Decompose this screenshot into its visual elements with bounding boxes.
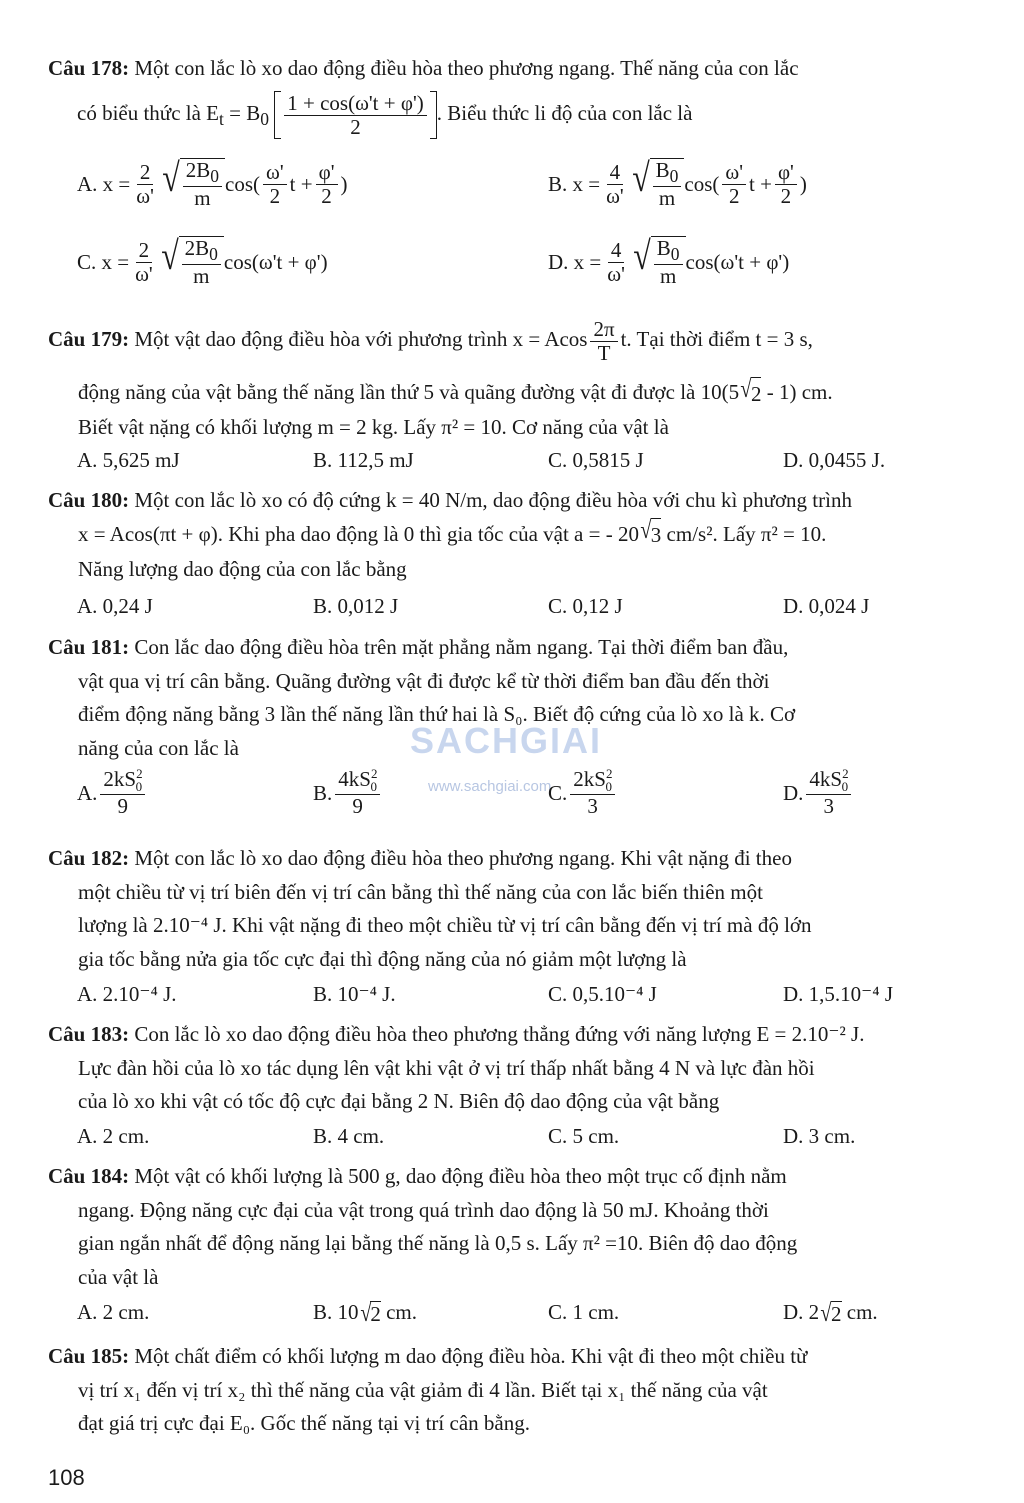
radical-sign: √ <box>633 233 651 278</box>
option-label: B. x = <box>548 171 601 196</box>
question-text: vị trí x₁ đến vị trí x₂ thì thế năng của vật giảm đi 4 lần. Biết tại x₁ thế năng của vật <box>78 1377 768 1402</box>
option-text: B. 10 <box>313 1300 359 1324</box>
option-a <box>77 155 348 211</box>
options-row <box>77 768 987 834</box>
option-label: A. x = <box>77 171 131 196</box>
formula-text: = B <box>223 101 261 125</box>
question-label: Câu 185: <box>48 1344 130 1368</box>
option-c <box>548 768 618 819</box>
question-text: của vật là <box>78 1264 159 1289</box>
option-b <box>313 768 383 819</box>
option-d: D. 0,024 J <box>783 594 870 618</box>
option-d: D. 3 cm. <box>783 1124 856 1148</box>
formula-text: cos(ω't + φ') <box>223 249 328 274</box>
question-183 <box>48 1018 988 1119</box>
question-185 <box>48 1340 988 1441</box>
option-c: C. 5 cm. <box>548 1124 620 1148</box>
square-root <box>630 155 685 211</box>
formula-text: có biểu thức là E <box>77 101 219 125</box>
numerator: 2 <box>137 161 154 185</box>
options-row <box>77 1300 987 1330</box>
question-178-formula <box>77 88 987 144</box>
question-182 <box>48 842 988 976</box>
question-text: - 1) cm. <box>761 380 833 404</box>
option-b: B. 112,5 mJ <box>313 448 414 472</box>
denominator: ω' <box>136 183 154 208</box>
superscript: 2 <box>605 766 613 781</box>
options-row <box>77 594 987 624</box>
option-b: B. 4 cm. <box>313 1124 385 1148</box>
left-bracket <box>274 91 281 139</box>
option-c: C. 0,5.10⁻⁴ J <box>548 982 657 1006</box>
option-b: B. 10⁻⁴ J. <box>313 982 396 1006</box>
denominator: 3 <box>823 794 835 819</box>
option-label: B. <box>313 780 333 805</box>
option-d <box>783 1300 878 1327</box>
option-d: D. 0,0455 J. <box>783 448 886 472</box>
numerator: φ' <box>316 161 338 185</box>
denominator: 2 <box>350 114 361 139</box>
numerator: 2B <box>184 236 210 260</box>
numerator: 1 + cos(ω't + φ') <box>284 92 427 116</box>
subscript: 0 <box>260 109 269 130</box>
question-text: vật qua vị trí cân bằng. Quãng đường vật đi được kể từ thời điểm ban đầu đến thời <box>78 668 770 693</box>
question-text: Một vật dao động điều hòa với phương trình x = Acos <box>134 327 588 351</box>
question-text: của lò xo khi vật có tốc độ cực đại bằng 2 N. Biên độ dao động của vật bằng <box>78 1089 720 1113</box>
formula-text: cos(ω't + φ') <box>685 249 790 274</box>
numerator: 4 <box>608 239 625 263</box>
question-label: Câu 184: <box>48 1164 130 1188</box>
superscript: 2 <box>842 766 849 781</box>
subscript: 0 <box>605 779 612 795</box>
question-text: cm/s². Lấy π² = 10. <box>661 521 827 546</box>
square-root <box>160 155 225 211</box>
subscript: 0 <box>135 779 143 795</box>
option-label: D. <box>783 780 804 805</box>
question-label: Câu 183: <box>48 1022 130 1046</box>
option-c <box>77 233 328 289</box>
option-a: A. 0,24 J <box>77 594 153 618</box>
page-number: 108 <box>48 1465 85 1490</box>
radical-sign: √ <box>740 375 752 403</box>
numerator: 4 <box>607 161 624 185</box>
radical-sign: √ <box>820 1300 832 1328</box>
radicand: 3 <box>651 518 662 553</box>
option-label: A. <box>77 780 98 805</box>
question-label: Câu 178: <box>48 56 130 80</box>
numerator: 2kS <box>573 767 606 791</box>
right-bracket <box>430 91 437 139</box>
question-label: Câu 179: <box>48 327 130 351</box>
question-text: ngang. Động năng cực đại của vật trong quá trình dao động là 50 mJ. Khoảng thời <box>78 1197 769 1222</box>
radical-sign: √ <box>359 1300 371 1328</box>
fraction <box>284 92 427 139</box>
question-text: Lực đàn hồi của lò xo tác dụng lên vật khi vật ở vị trí thấp nhất bằng 4 N và lực đàn hồi <box>78 1055 815 1080</box>
question-text: Con lắc dao động điều hòa trên mặt phẳng nằm ngang. Tại thời điểm ban đầu, <box>134 635 789 659</box>
denominator: 2 <box>321 183 332 208</box>
square-root <box>639 518 661 553</box>
question-text: Một vật có khối lượng là 500 g, dao động điều hòa theo một trục cố định nằm <box>134 1164 787 1188</box>
formula-text: cos( <box>684 171 720 196</box>
options-row <box>77 982 987 1012</box>
option-d <box>548 233 790 289</box>
option-text: cm. <box>380 1300 417 1324</box>
option-a: A. 2 cm. <box>77 1300 150 1324</box>
options-row <box>77 1124 987 1154</box>
fraction <box>133 161 157 208</box>
radicand: 2 <box>370 1302 381 1327</box>
numerator: 2 <box>136 239 153 263</box>
option-label: D. x = <box>548 249 602 274</box>
fraction <box>590 318 617 365</box>
subscript: 0 <box>210 166 220 187</box>
denominator: 2 <box>780 183 792 208</box>
radical-sign: √ <box>631 155 650 200</box>
formula-text: t + <box>289 171 313 196</box>
subscript: 0 <box>841 779 849 795</box>
option-b <box>313 1300 417 1327</box>
square-root <box>159 233 224 289</box>
denominator: 3 <box>587 794 598 819</box>
formula-text: ) <box>799 171 807 196</box>
formula-text: t + <box>749 171 772 196</box>
superscript: 2 <box>370 766 378 781</box>
question-179 <box>48 316 988 365</box>
numerator: ω' <box>722 161 746 185</box>
denominator: 2 <box>269 183 281 208</box>
question-text: lượng là 2.10⁻⁴ J. Khi vật nặng đi theo một chiều từ vị trí cân bằng đến vị trí mà độ lớn <box>78 913 812 937</box>
question-179-body <box>48 376 988 445</box>
question-text: điểm động năng bằng 3 lần thế năng lần thứ hai là S₀. Biết độ cứng của lò xo là k. Cơ <box>78 702 796 726</box>
option-a <box>77 768 148 819</box>
option-c: C. 1 cm. <box>548 1300 620 1324</box>
numerator: B <box>656 236 671 260</box>
radical-sign: √ <box>640 517 652 545</box>
question-text: một chiều từ vị trí biên đến vị trí cân bằng thì thế năng của con lắc biến thiên một <box>78 879 763 904</box>
option-a: A. 5,625 mJ <box>77 448 180 472</box>
numerator: φ' <box>775 161 797 185</box>
subscript: t <box>219 109 224 130</box>
option-label: C. x = <box>77 249 130 274</box>
formula-text: cos( <box>225 171 261 196</box>
numerator: ω' <box>263 161 287 185</box>
option-c: C. 0,5815 J <box>548 448 644 472</box>
numerator: 2B <box>185 158 211 182</box>
question-text: Một chất điểm có khối lượng m dao động điều hòa. Khi vật đi theo một chiều từ <box>134 1344 808 1368</box>
superscript: 2 <box>136 766 143 781</box>
question-text: Biết vật nặng có khối lượng m = 2 kg. Lấy π² = 10. Cơ năng của vật là <box>78 415 669 440</box>
denominator: T <box>597 340 611 365</box>
denominator: ω' <box>135 261 153 286</box>
question-label: Câu 182: <box>48 846 130 870</box>
option-text: cm. <box>841 1300 878 1324</box>
watermark-logo: SACHGIAI <box>410 720 603 761</box>
subscript: 0 <box>669 166 679 187</box>
option-a: A. 2 cm. <box>77 1124 150 1148</box>
radical-sign: √ <box>160 233 179 278</box>
question-text: năng của con lắc là <box>78 735 239 760</box>
denominator: m <box>194 186 211 211</box>
square-root <box>631 233 686 289</box>
numerator: 4kS <box>338 767 371 791</box>
radicand: 2 <box>751 377 762 412</box>
radicand: 2 <box>831 1302 842 1327</box>
question-text: Một con lắc lò xo có độ cứng k = 40 N/m, dao động điều hòa với chu kì phương trình <box>134 488 852 512</box>
numerator: B <box>655 158 670 182</box>
option-b <box>548 155 807 211</box>
denominator: m <box>659 264 677 289</box>
question-text: Một con lắc lò xo dao động điều hòa theo phương ngang. Thế năng của con lắc <box>134 56 799 80</box>
option-c: C. 0,12 J <box>548 594 623 618</box>
denominator: ω' <box>607 261 625 286</box>
option-b: B. 0,012 J <box>313 594 399 618</box>
option-label: C. <box>548 780 568 805</box>
numerator: 2π <box>590 318 617 342</box>
question-180 <box>48 484 988 586</box>
subscript: 0 <box>370 779 377 795</box>
options-row <box>77 448 987 478</box>
question-184 <box>48 1160 988 1294</box>
question-text: gian ngắn nhất để động năng lại bằng thế năng là 0,5 s. Lấy π² =10. Biên độ dao động <box>78 1231 798 1255</box>
question-text: x = Acos(πt + φ). Khi pha dao động là 0 thì gia tốc của vật a = - 20 <box>78 521 639 546</box>
question-label: Câu 181: <box>48 635 130 659</box>
question-text: động năng của vật bằng thế năng lần thứ 5 và quãng đường vật đi được là 10(5 <box>78 380 740 404</box>
denominator: 9 <box>117 794 129 819</box>
denominator: ω' <box>606 183 624 208</box>
denominator: 2 <box>728 183 740 208</box>
denominator: m <box>658 186 676 211</box>
denominator: m <box>193 264 210 289</box>
options-row <box>77 155 987 224</box>
numerator: 4kS <box>809 767 843 791</box>
radical-sign: √ <box>162 155 180 200</box>
option-text: D. 2 <box>783 1300 820 1324</box>
option-d <box>783 768 854 819</box>
question-label: Câu 180: <box>48 488 130 512</box>
option-d: D. 1,5.10⁻⁴ J <box>783 982 893 1006</box>
question-178 <box>48 52 988 86</box>
question-text: Năng lượng dao động của con lắc bằng <box>78 556 407 581</box>
formula-text: . Biểu thức li độ của con lắc là <box>436 101 693 125</box>
subscript: 0 <box>209 244 218 265</box>
question-text: Con lắc lò xo dao động điều hòa theo phương thẳng đứng với năng lượng E = 2.10⁻² J. <box>134 1022 865 1046</box>
question-181 <box>48 631 988 765</box>
square-root <box>739 377 761 412</box>
question-text: đạt giá trị cực đại E₀. Gốc thế năng tại vị trí cân bằng. <box>78 1411 530 1435</box>
option-a: A. 2.10⁻⁴ J. <box>77 982 177 1006</box>
subscript: 0 <box>670 244 680 265</box>
question-text: t. Tại thời điểm t = 3 s, <box>620 327 813 351</box>
formula-text: ) <box>340 171 348 196</box>
question-text: Một con lắc lò xo dao động điều hòa theo phương ngang. Khi vật nặng đi theo <box>134 846 792 870</box>
numerator: 2kS <box>103 767 137 791</box>
watermark-url: www.sachgiai.com <box>428 778 552 795</box>
question-text: gia tốc bằng nửa gia tốc cực đại thì động năng của nó giảm một lượng là <box>78 946 687 971</box>
denominator: 9 <box>352 794 363 819</box>
options-row <box>77 233 987 302</box>
